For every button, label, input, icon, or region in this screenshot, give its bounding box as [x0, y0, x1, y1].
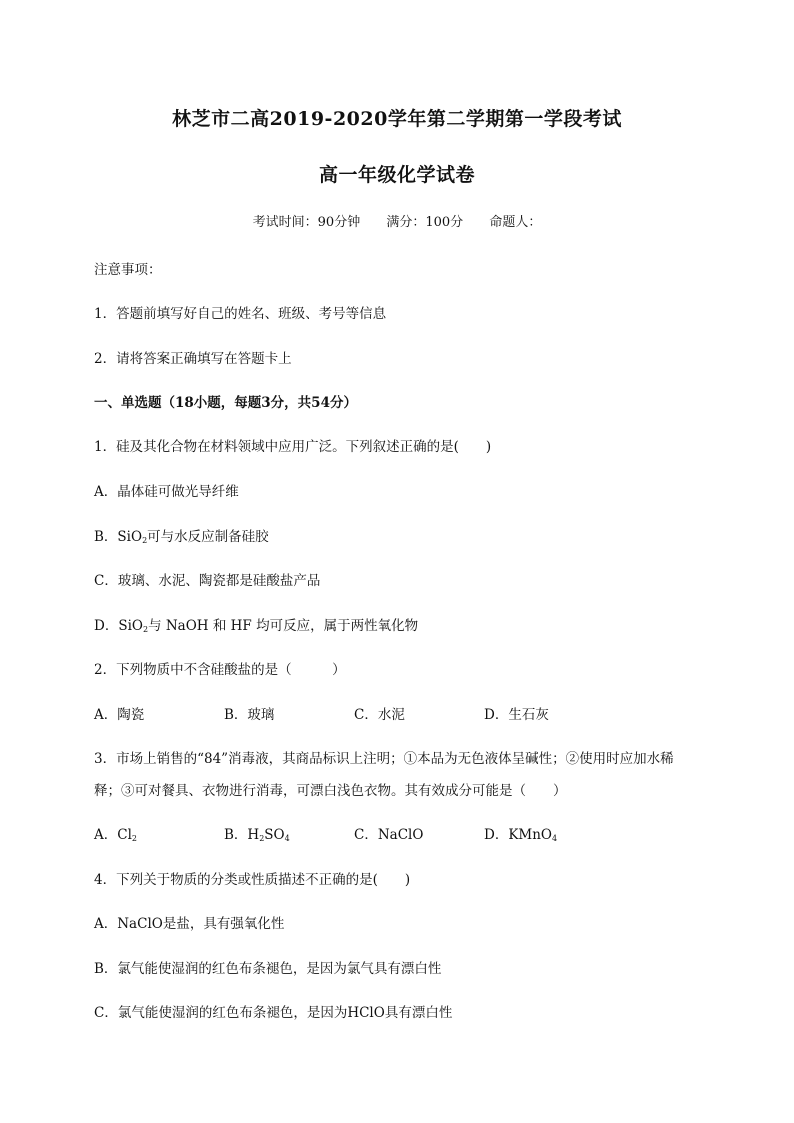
option-c: C．NaClO — [354, 827, 424, 843]
subscript: 4 — [284, 834, 290, 843]
option-b: B．玻璃 — [224, 707, 275, 723]
note-item: 1．答题前填写好自己的姓名、班级、考号等信息 — [94, 306, 387, 322]
option-text: D．SiO — [94, 618, 143, 634]
question-stem: 1．硅及其化合物在材料领域中应用广泛。下列叙述正确的是( ) — [94, 439, 492, 455]
question-stem: 释；③可对餐具、衣物进行消毒，可漂白浅色衣物。其有效成分可能是（ ） — [94, 783, 567, 799]
option-b: B．氯气能使湿润的红色布条褪色，是因为氯气具有漂白性 — [94, 961, 442, 977]
subscript: 2 — [259, 834, 265, 843]
question-stem: 4．下列关于物质的分类或性质描述不正确的是( ) — [94, 872, 411, 888]
option-row — [94, 703, 614, 723]
option-text: B．H — [224, 827, 260, 843]
question-stem: 2．下列物质中不含硅酸盐的是（ ） — [94, 662, 346, 678]
option-a: A．晶体硅可做光导纤维 — [94, 484, 239, 500]
option-c: C．氯气能使湿润的红色布条褪色，是因为HClO具有漂白性 — [94, 1005, 453, 1021]
full-score: 满分：100分 — [386, 215, 464, 230]
exam-time: 考试时间：90分钟 — [252, 215, 361, 230]
subscript: 2 — [142, 536, 148, 545]
exam-author: 命题人： — [489, 215, 542, 230]
option-row — [94, 823, 614, 843]
option-text: D．KMnO — [484, 827, 552, 843]
option-c: C．玻璃、水泥、陶瓷都是硅酸盐产品 — [94, 573, 321, 589]
exam-meta — [0, 211, 794, 230]
option-d: D．生石灰 — [484, 707, 549, 723]
subscript: 2 — [142, 625, 149, 634]
option-a: A．陶瓷 — [94, 707, 145, 723]
subscript: 2 — [131, 834, 137, 843]
option-d — [484, 823, 614, 843]
option-text: 与 NaOH 和 HF 均可反应，属于两性氧化物 — [148, 618, 419, 634]
option-text: B．SiO — [94, 529, 143, 545]
section-heading: 一、单选题（18小题，每题3分，共54分） — [94, 395, 357, 411]
option-c: C．水泥 — [354, 707, 405, 723]
note-item: 2．请将答案正确填写在答题卡上 — [94, 351, 292, 367]
question-stem: 3．市场上销售的“84”消毒液，其商品标识上注明；①本品为无色液体呈碱性；②使用时应加水稀 — [94, 751, 674, 767]
option-text: 可与水反应制备硅胶 — [147, 529, 269, 545]
notes-heading: 注意事项： — [94, 262, 162, 278]
exam-subtitle: 高一年级化学试卷 — [318, 164, 475, 186]
option-a — [94, 823, 224, 843]
option-d — [94, 614, 418, 634]
option-text: SO — [264, 827, 285, 843]
option-b — [224, 823, 354, 843]
subscript: 4 — [552, 834, 558, 843]
exam-title: 林芝市二高2019-2020学年第二学期第一学段考试 — [172, 108, 622, 130]
option-text: A．Cl — [94, 827, 132, 843]
option-b — [94, 525, 269, 545]
option-a: A．NaClO是盐，具有强氧化性 — [94, 916, 285, 932]
